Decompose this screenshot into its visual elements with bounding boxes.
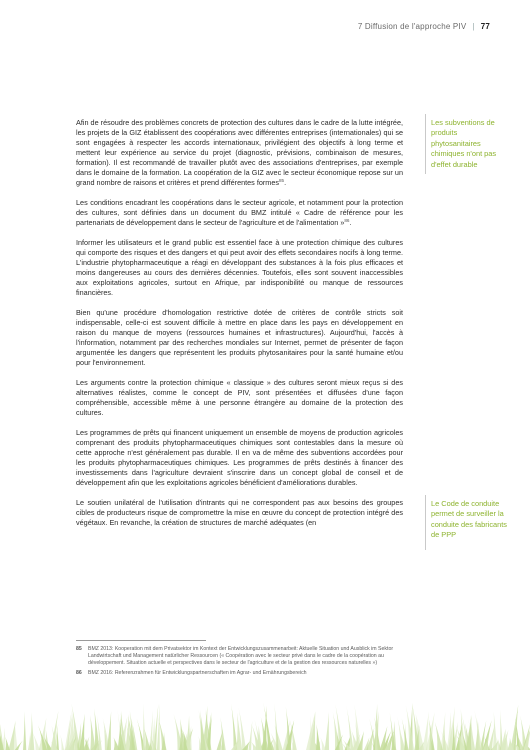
grass-blade bbox=[248, 721, 252, 750]
grass-blade bbox=[90, 715, 95, 750]
paragraph: Les arguments contre la protection chimique « classique » des cultures seront mieux reçus si des alternatives réalistes, comme le concept de PIV, sont présentées et diffusées d'une façon compréhensible, accessible même à une personne étrangère au domaine de la protection des cultures. bbox=[76, 378, 403, 417]
footnote-number: 85 bbox=[76, 646, 82, 652]
page-number: 77 bbox=[480, 22, 490, 31]
grass-blade bbox=[474, 710, 482, 750]
footnote-text: BMZ 2013: Kooperation mit dem Privatsektor im Kontext der Entwicklungszusammenarbeit: Aktuelle Situation und Ausblick im Sektor Landwirtschaft und Management natürlicher Ressourcen (« Coopération avec le secteur privé dans le cadre de la coopération au développement. Situation actuelle et perspectives dans le secteur de l'agriculture et de la gestion des ressources naturelles ») bbox=[88, 646, 394, 667]
margin-note-rule bbox=[425, 114, 426, 174]
grass-blade bbox=[38, 725, 47, 750]
body-text bbox=[76, 118, 403, 538]
footnote bbox=[76, 670, 416, 677]
grass-blade bbox=[5, 737, 10, 750]
footnote-text: BMZ 2016: Referenzrahmen für Entwicklungspartnerschaften im Agrar- und Ernährungsbereich bbox=[88, 670, 307, 677]
footnote-ref: 86 bbox=[344, 218, 350, 223]
paragraph: Afin de résoudre des problèmes concrets de protection des cultures dans le cadre de la lutte intégrée, les projets de la GIZ établissent des coopérations avec différentes entreprises (internationales) qui se sont engagées à respecter les accords internationaux, privilégient des objectifs à long terme et mettent leur expérience au service du projet (diagnostic, prévisions, combinaison de mesures, formation). Il est recommandé de travailler plutôt avec des associations d'entreprises, par exemple dans le domaine de la formation. La coopération de la GIZ avec le secteur économique repose sur un grand nombre de raisons et critères et prend différentes formes$^{85}$. bbox=[76, 118, 403, 187]
paragraph: Bien qu'une procédure d'homologation restrictive dotée de critères de contrôle stricts soit indispensable, celle-ci est souvent difficile à mettre en place dans les pays en développement en raison du manque de moyens (ressources humaines et infrastructures). Aujourd'hui, l'accès à l'information, notamment par des recherches mondiales sur Internet, permet de présenter de façon argumentée les dangers que représentent les produits phytosanitaires pour la santé humaine et/ou pour l'environnement. bbox=[76, 308, 403, 367]
margin-note-rule bbox=[425, 495, 426, 550]
chapter-title: 7 Diffusion de l'approche PIV bbox=[357, 22, 467, 31]
footnote-divider bbox=[76, 640, 206, 641]
grass-blade bbox=[143, 704, 146, 750]
running-header bbox=[358, 22, 490, 31]
footnotes bbox=[76, 646, 416, 680]
grass-blade bbox=[231, 704, 237, 750]
grass-blade bbox=[0, 723, 4, 750]
grass-blade bbox=[60, 734, 64, 750]
footnote-ref: 85 bbox=[278, 178, 285, 183]
footnote bbox=[76, 646, 416, 667]
paragraph: Le soutien unilatéral de l'utilisation d'intrants qui ne correspondent pas aux besoins des groupes cibles de producteurs risque de compromettre la mise en œuvre du concept de protection intégré des végétaux. En revanche, la création de structures de marché adéquates (en bbox=[76, 498, 403, 527]
grass-blade bbox=[23, 711, 26, 750]
margin-note-code-of-conduct: Le Code de conduite permet de surveiller la conduite des fabricants de PPP bbox=[431, 499, 508, 540]
footnote-number: 86 bbox=[76, 670, 82, 677]
paragraph: Informer les utilisateurs et le grand public est essentiel face à une protection chimique des cultures qui comporte des risques et des dangers et qui peut avoir des effets secondaires nocifs à long terme. L'industrie phytopharmaceutique a réagi en développant des substances à la fois plus efficaces et moins dangereuses au cours des dernières décennies. Toutefois, elles sont souvent inaccessibles aux exploitations agricoles, surtout en Afrique, par indisponibilité ou manque de ressources financières. bbox=[76, 238, 403, 297]
grass-blade bbox=[435, 722, 443, 750]
grass-blade bbox=[220, 717, 225, 750]
grass-decoration bbox=[0, 692, 530, 750]
margin-note-subsidies: Les subventions de produits phytosanitaires chimiques n'ont pas d'effet durable bbox=[431, 118, 497, 169]
header-separator: | bbox=[472, 22, 475, 31]
grass-blade bbox=[157, 704, 160, 750]
grass-blade bbox=[325, 712, 329, 750]
paragraph: Les conditions encadrant les coopérations dans le secteur agricole, et notamment pour la protection des cultures, sont définies dans un document du BMZ intitulé « Cadre de référence pour les partenariats de développement dans le secteur de l'agriculture et de l'alimentation »$^{86}$. bbox=[76, 198, 403, 227]
paragraph: Les programmes de prêts qui financent uniquement un ensemble de moyens de production agricoles comprenant des produits phytopharmaceutiques chimiques sont contestables dans la mesure où cette approche n'est généralement pas durable. Il en va de même des subventions accordées pour les produits phytopharmaceutiques chimiques. Les programmes de prêts destinés à financer des investissements dans l'agriculture devraient s'inscrire dans un concept global de conseil et de développement afin que les exploitations agricoles bénéficient d'améliorations durables. bbox=[76, 428, 403, 487]
